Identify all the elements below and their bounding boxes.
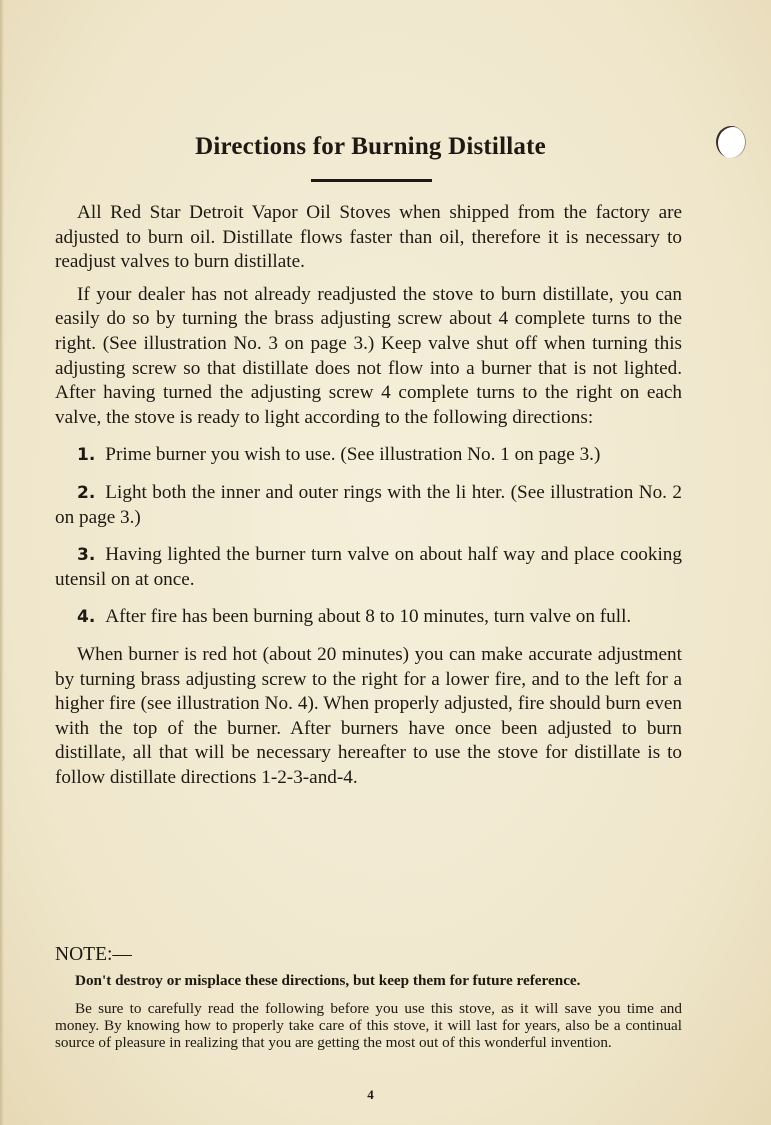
adjustment-paragraph: If your dealer has not already readjusted the stove to burn distillate, you can easily do so by turning the brass adjusting screw about 4 complete turns to the right. (See illustration No. 3 on page 3.) Keep valve shut off when turning this adjusting screw so that distillate does not flow into a burner that is not lighted. After having turned the adjusting screw 4 complete turns to the right on each valve, the stove is ready to light according to the following directions: [55, 283, 682, 428]
step-3-text: Having lighted the burner turn valve on about half way and place cooking utensil on at once. [55, 544, 682, 590]
step-1 [55, 443, 682, 468]
body-text [55, 201, 682, 790]
closing-paragraph: When burner is red hot (about 20 minutes) you can make accurate adjustment by turning brass adjusting screw to the right for a lower fire, and to the left for a higher fire (see illustration No. 4). When properly adjusted, fire should burn even with the top of the burner. After burners have once been adjusted to burn distillate, all that will be necessary hereafter to use the stove for distillate is to follow distillate directions 1-2-3-and-4. [55, 643, 682, 788]
note-paragraph: Be sure to carefully read the following before you use this stove, as it will save you time and money. By knowing how to properly take care of this stove, it will last for years, also be a continual source of pleasure in realizing that you are getting the most out of this wonderful invention. [55, 1000, 682, 1051]
step-4-text: After fire has been burning about 8 to 10 minutes, turn valve on full. [105, 606, 632, 628]
step-2-number: 2. [77, 482, 96, 503]
note-heading: NOTE:— [55, 944, 132, 965]
step-2 [55, 481, 682, 530]
page-number: 4 [367, 1087, 374, 1102]
step-4 [55, 605, 682, 630]
step-2-text: Light both the inner and outer rings with the li hter. (See illustration No. 2 on page 3.) [55, 481, 682, 528]
step-1-text: Prime burner you wish to use. (See illustration No. 1 on page 3.) [105, 444, 601, 466]
step-3 [55, 543, 682, 592]
step-4-number: 4. [77, 607, 96, 628]
page-edge-shadow [0, 0, 4, 1125]
intro-paragraph: All Red Star Detroit Vapor Oil Stoves when shipped from the factory are adjusted to burn oil. Distillate flows faster than oil, therefore it is necessary to readjust valves to burn distillate. [55, 202, 682, 273]
title-underline-rule [311, 179, 432, 182]
note-keep-directions: Don't destroy or misplace these directions, but keep them for future reference. [75, 972, 581, 989]
page-title: Directions for Burning Distillate [195, 133, 546, 160]
step-3-number: 3. [77, 545, 96, 566]
step-1-number: 1. [77, 445, 96, 466]
